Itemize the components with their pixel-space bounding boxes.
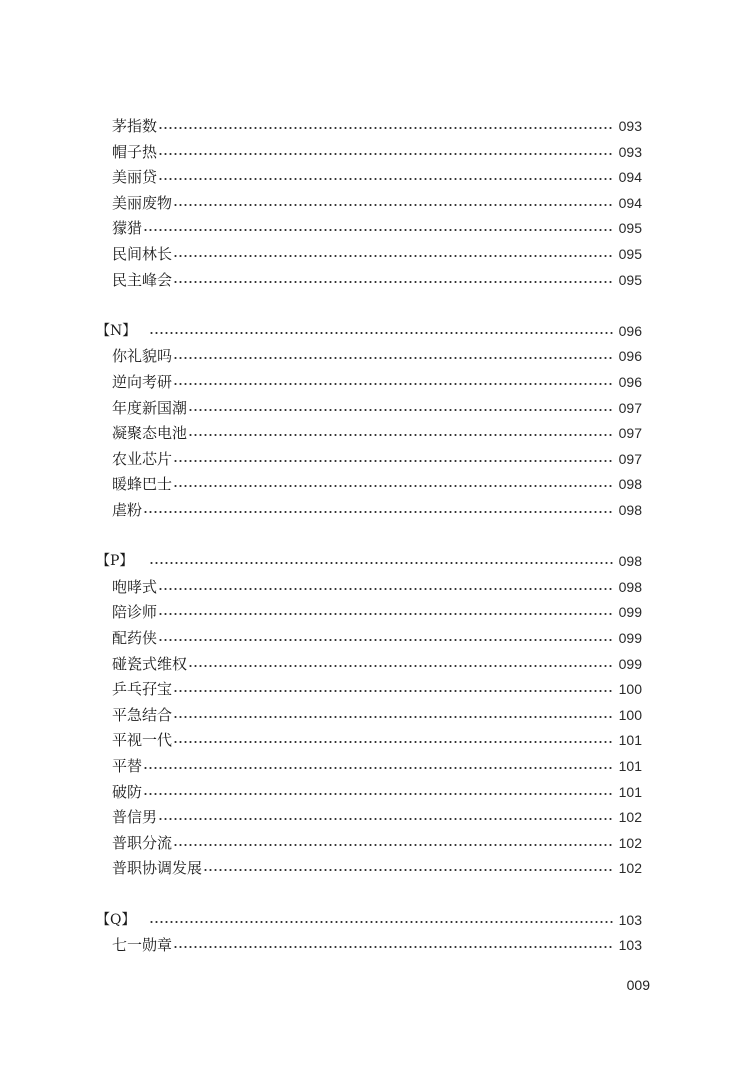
dot-leader: [173, 716, 613, 718]
entry-term: 美丽贷: [112, 168, 158, 187]
toc-entry: [112, 932, 642, 958]
entry-page-number: 101: [618, 758, 642, 774]
dot-leader: [143, 767, 613, 769]
entry-term: 咆哮式: [112, 577, 158, 596]
entry-term: 平视一代: [112, 731, 173, 750]
entry-term: 民主峰会: [112, 270, 173, 289]
entry-term: 凝聚态电池: [112, 424, 188, 443]
entry-term: 茅指数: [112, 117, 158, 135]
section-letter: 【N】: [96, 322, 137, 339]
entry-page-number: 094: [618, 169, 642, 186]
entry-page-number: 102: [618, 809, 642, 826]
toc-entry: [112, 369, 642, 395]
entry-page-number: 101: [618, 783, 642, 800]
dot-leader: [173, 485, 613, 487]
toc-entry: [112, 420, 642, 446]
entry-page-number: 103: [618, 937, 642, 954]
toc-entry: [112, 651, 642, 677]
toc-entry: [112, 702, 642, 728]
entry-term: 普职分流: [112, 833, 173, 852]
dot-leader: [149, 562, 613, 564]
entry-page-number: 093: [618, 143, 642, 160]
toc-entry: [112, 395, 642, 421]
entry-term: 七一勋章: [112, 936, 173, 955]
dot-leader: [173, 204, 613, 206]
toc-section-header: [96, 548, 642, 574]
dot-leader: [158, 153, 613, 155]
entry-term: 民间林长: [112, 245, 173, 263]
dot-leader: [173, 946, 613, 948]
entry-term: 农业芯片: [112, 449, 173, 468]
toc-entry: [112, 267, 642, 293]
dot-leader: [173, 255, 613, 257]
toc-entry: [112, 676, 642, 702]
entry-page-number: 102: [618, 860, 642, 877]
dot-leader: [173, 281, 613, 283]
entry-term: 虐粉: [112, 501, 143, 519]
entry-term: 你礼貌吗: [112, 347, 173, 366]
entry-page-number: 100: [618, 706, 642, 723]
dot-leader: [173, 460, 613, 462]
toc-entry: [112, 497, 642, 523]
section-letter: 【P】: [96, 553, 134, 570]
dot-leader: [188, 665, 613, 667]
entry-page-number: 099: [618, 630, 642, 646]
toc-entry: [112, 855, 642, 881]
entry-term: 平急结合: [112, 705, 173, 724]
entry-term: 乒乓孖宝: [112, 680, 173, 699]
dot-leader: [188, 434, 613, 436]
toc-entry: [112, 190, 642, 216]
entry-term: 陪诊师: [112, 603, 158, 622]
toc-entry: [112, 343, 642, 369]
toc-entry: [112, 139, 642, 165]
dot-leader: [158, 127, 613, 129]
entry-page-number: 098: [618, 502, 642, 518]
entry-term: 平替: [112, 757, 143, 775]
toc-entry: [112, 446, 642, 472]
entry-term: 破防: [112, 782, 143, 801]
toc-entry: [112, 753, 642, 779]
entry-page-number: 098: [618, 553, 642, 570]
toc-entry: [112, 164, 642, 190]
dot-leader: [149, 332, 613, 334]
toc-entry: [112, 471, 642, 497]
dot-leader: [158, 613, 613, 615]
entry-term: 普信男: [112, 808, 158, 827]
dot-leader: [158, 639, 613, 641]
entry-term: 逆向考研: [112, 373, 173, 391]
dot-leader: [143, 511, 613, 513]
entry-page-number: 096: [618, 374, 642, 390]
dot-leader: [173, 844, 613, 846]
toc-entry: [112, 804, 642, 830]
entry-page-number: 093: [618, 118, 642, 134]
toc-section-header: [96, 907, 642, 933]
dot-leader: [203, 869, 613, 871]
toc-entry: [112, 574, 642, 600]
entry-page-number: 094: [618, 194, 642, 211]
toc-entry: [112, 241, 642, 267]
entry-page-number: 097: [618, 425, 642, 442]
dot-leader: [173, 690, 613, 692]
entry-page-number: 095: [618, 271, 642, 288]
dot-leader: [143, 793, 613, 795]
entry-page-number: 099: [618, 604, 642, 621]
dot-leader: [158, 178, 613, 180]
dot-leader: [158, 818, 613, 820]
dot-leader: [173, 357, 613, 359]
section-letter: 【Q】: [96, 911, 136, 928]
toc-entry: [112, 779, 642, 805]
entry-term: 暖蜂巴士: [112, 475, 173, 494]
dot-leader: [188, 409, 613, 411]
entry-page-number: 097: [618, 399, 642, 416]
entry-page-number: 101: [618, 732, 642, 749]
entry-page-number: 095: [618, 220, 642, 237]
entry-page-number: 103: [618, 911, 642, 928]
toc-entry: [112, 599, 642, 625]
toc-entry: [112, 215, 642, 241]
dot-leader: [143, 229, 613, 231]
entry-page-number: 100: [618, 681, 642, 698]
dot-leader: [149, 921, 613, 923]
entry-page-number: 098: [618, 476, 642, 493]
entry-page-number: 099: [618, 655, 642, 672]
entry-term: 美丽废物: [112, 193, 173, 212]
entry-page-number: 095: [618, 246, 642, 262]
dot-leader: [173, 741, 613, 743]
entry-page-number: 102: [618, 834, 642, 851]
toc-entry: [112, 625, 642, 651]
dot-leader: [173, 383, 613, 385]
entry-term: 獴猎: [112, 219, 143, 238]
dot-leader: [158, 588, 613, 590]
entry-page-number: 096: [618, 348, 642, 365]
entry-term: 碰瓷式维权: [112, 654, 188, 673]
toc-section-header: [96, 318, 642, 344]
entry-term: 帽子热: [112, 142, 158, 161]
toc-entry: [112, 113, 642, 139]
page-number: 009: [626, 977, 650, 993]
entry-page-number: 097: [618, 450, 642, 467]
toc-entry: [112, 830, 642, 856]
entry-term: 年度新国潮: [112, 398, 188, 417]
entry-term: 普职协调发展: [112, 859, 203, 878]
entry-term: 配药侠: [112, 629, 158, 647]
entry-page-number: 098: [618, 578, 642, 595]
entry-page-number: 096: [618, 322, 642, 339]
toc-entry: [112, 727, 642, 753]
